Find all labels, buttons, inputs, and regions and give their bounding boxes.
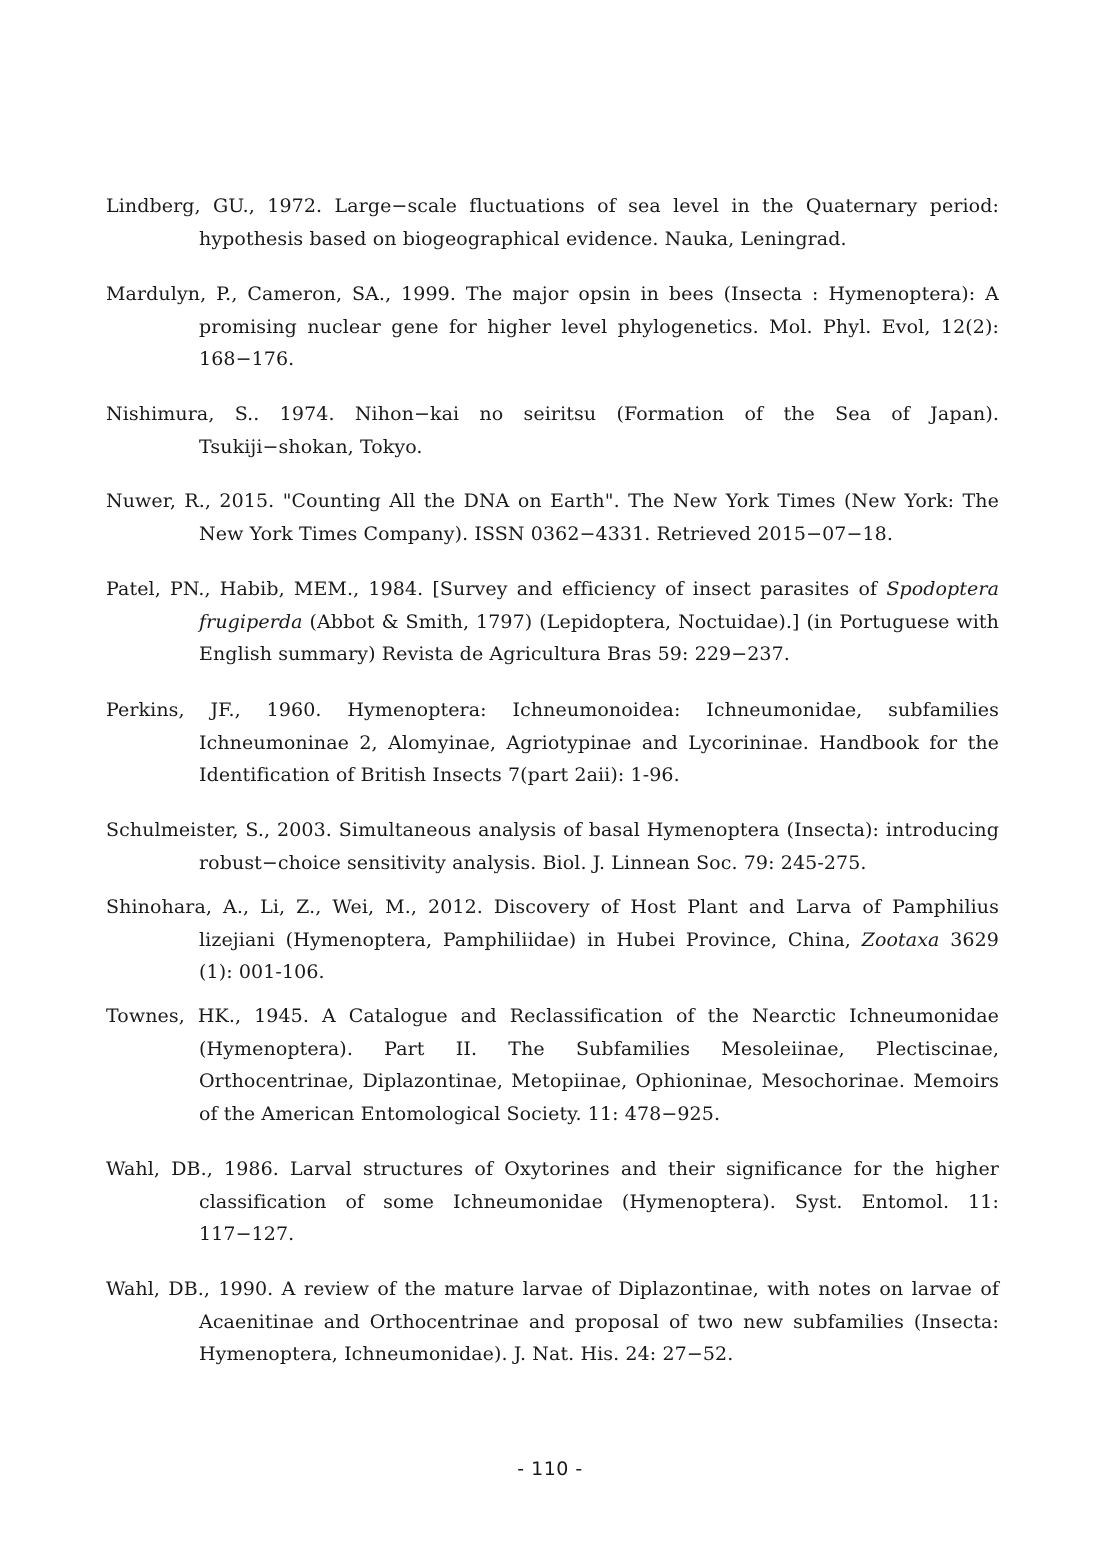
reference-text: Townes, HK., 1945. A Catalogue and Reclassification of the Nearctic Ichneumonidae (Hymenoptera). Part II. The Subfamilies Mesoleiinae, Plectiscinae, Orthocentrinae, Diplazontinae, Metopiinae, Ophioninae, Mesochorinae. Memoirs of the American Entomological Society. 11: 478−925.: [106, 1005, 999, 1125]
reference-text: Wahl, DB., 1990. A review of the mature larvae of Diplazontinae, with notes on larvae of Acaenitinae and Orthocentrinae and proposal of two new subfamilies (Insecta: Hymenoptera, Ichneumonidae). J. Nat. His. 24: 27−52.: [106, 1278, 999, 1365]
reference-text: Lindberg, GU., 1972. Large−scale fluctuations of sea level in the Quaternary period: hypothesis based on biogeographical evidence. Nauka, Leningrad.: [106, 195, 999, 250]
journal-name-italic: Zootaxa: [861, 928, 940, 951]
reference-entry: [106, 814, 999, 879]
reference-entry: [106, 1153, 999, 1251]
reference-entry: [106, 891, 999, 989]
reference-entry: [106, 1273, 999, 1371]
reference-text: Perkins, JF., 1960. Hymenoptera: Ichneumonoidea: Ichneumonidae, subfamilies Ichneumoninae 2, Alomyinae, Agriotypinae and Lycorininae. Handbook for the Identification of British Insects 7(part 2aii): 1-96.: [106, 699, 999, 786]
species-name-italic: Spodoptera frugiperda: [199, 578, 999, 633]
reference-entry: [106, 190, 999, 255]
reference-entry: [106, 278, 999, 376]
reference-entry: [106, 1000, 999, 1130]
reference-text-after: 3629 (1): 001-106.: [199, 928, 999, 983]
reference-entry: [106, 398, 999, 463]
reference-text-before: Patel, PN., Habib, MEM., 1984. [Survey and efficiency of insect parasites of: [106, 578, 887, 600]
page-number: - 110 -: [517, 1458, 583, 1480]
reference-text: Wahl, DB., 1986. Larval structures of Oxytorines and their significance for the higher classification of some Ichneumonidae (Hymenoptera). Syst. Entomol. 11: 117−127.: [106, 1158, 999, 1245]
reference-text: Mardulyn, P., Cameron, SA., 1999. The major opsin in bees (Insecta : Hymenoptera): A promising nuclear gene for higher level phylogenetics. Mol. Phyl. Evol, 12(2): 168−176.: [106, 283, 999, 370]
reference-text: Nishimura, S.. 1974. Nihon−kai no seiritsu (Formation of the Sea of Japan). Tsukiji−shokan, Tokyo.: [106, 403, 999, 458]
reference-text: Schulmeister, S., 2003. Simultaneous analysis of basal Hymenoptera (Insecta): introducing robust−choice sensitivity analysis. Biol. J. Linnean Soc. 79: 245-275.: [106, 819, 999, 874]
reference-text-after: (Abbot & Smith, 1797) (Lepidoptera, Noctuidae).] (in Portuguese with English summary) Revista de Agricultura Bras 59: 229−237.: [199, 610, 999, 665]
reference-text-before: Shinohara, A., Li, Z., Wei, M., 2012. Discovery of Host Plant and Larva of Pamphilius lizejiani (Hymenoptera, Pamphiliidae) in Hubei Province, China,: [106, 896, 999, 951]
reference-entry: [106, 485, 999, 550]
reference-text: Nuwer, R., 2015. "Counting All the DNA on Earth". The New York Times (New York: The New York Times Company). ISSN 0362−4331. Retrieved 2015−07−18.: [106, 490, 999, 545]
reference-entry: [106, 573, 999, 671]
reference-entry: [106, 694, 999, 792]
